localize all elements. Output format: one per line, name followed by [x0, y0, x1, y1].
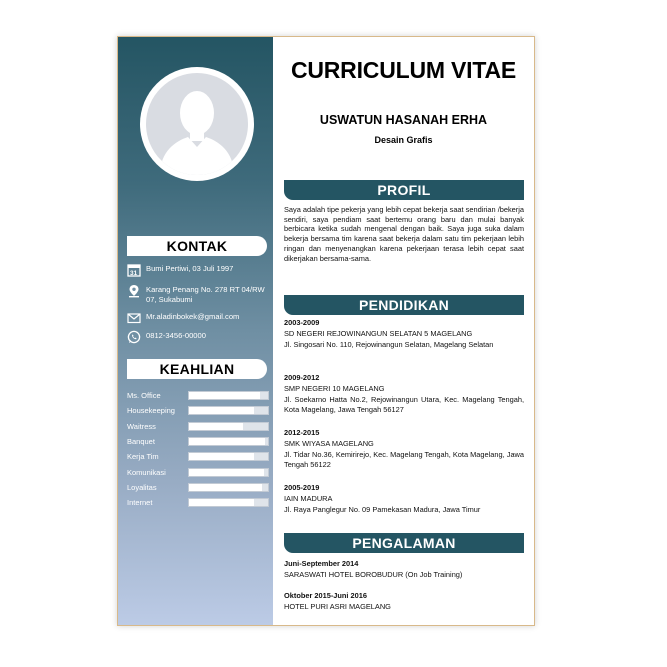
skill-bar — [188, 422, 269, 431]
svg-text:31: 31 — [130, 270, 138, 277]
skill-row — [127, 405, 272, 417]
skill-bar — [188, 406, 269, 415]
skill-bar-fill — [189, 453, 254, 460]
skill-label: Ms. Office — [127, 391, 161, 400]
skill-row — [127, 451, 272, 463]
profil-heading: PROFIL — [284, 180, 524, 200]
experience-place: HOTEL PURI ASRI MAGELANG — [284, 601, 391, 611]
skill-label: Banquet — [127, 436, 155, 446]
cv-title: CURRICULUM VITAE — [290, 57, 517, 83]
skill-label: Housekeeping — [127, 406, 175, 416]
person-name: USWATUN HASANAH ERHA — [319, 113, 488, 127]
education-school: SMK WIYASA MAGELANG — [284, 438, 374, 448]
skill-label: Kerja Tim — [127, 452, 159, 462]
education-address: Jl. Raya Panglegur No. 09 Pamekasan Madura, Jawa Timur — [284, 504, 481, 514]
profil-text: Saya adalah tipe pekerja yang lebih cepat bekerja saat sendirian /bekerja sendiri, saya pendiam saat bertemu orang baru dan mulai banyak berbicara ketika sudah mengenal dengan baik. Saya juga suka dalam bekerja bersama tim karena saat bekerja dalam satu tim pekerjaan lebih ringan dan menyenangkan karena pekerjaan terasa lebih cepat saat dikerjakan bersama-sama. — [284, 205, 524, 263]
skill-row — [127, 390, 272, 402]
skill-row — [127, 467, 272, 479]
skill-bar — [188, 483, 269, 492]
education-entry — [284, 373, 524, 416]
skill-bar — [188, 391, 269, 400]
experience-period: Juni-September 2014 — [284, 559, 359, 568]
skill-bar-fill — [189, 484, 262, 491]
person-silhouette-icon — [146, 73, 248, 175]
skill-label: Waitress — [127, 421, 156, 431]
experience-entry — [284, 591, 524, 613]
sidebar — [118, 37, 273, 625]
address-text: Karang Penang No. 278 RT 04/RW 07, Sukabumi — [146, 285, 265, 304]
education-school: IAIN MADURA — [284, 493, 333, 503]
experience-entry — [284, 559, 524, 581]
education-entry — [284, 483, 524, 515]
education-address: Jl. Tidar No.36, Kemirirejo, Kec. Magelang Tengah, Kota Magelang, Jawa Tengah 56122 — [284, 449, 524, 470]
education-address: Jl. Soekarno Hatta No.2, Rejowinangun Utara, Kec. Magelang Tengah, Kota Magelang, Jawa Tengah 56127 — [284, 394, 524, 415]
skill-label: Loyalitas — [127, 482, 157, 492]
education-address: Jl. Singosari No. 110, Rejowinangun Selatan, Magelang Selatan — [284, 339, 494, 349]
experience-period: Oktober 2015-Juni 2016 — [284, 591, 367, 600]
skill-bar-fill — [189, 469, 264, 476]
skill-row — [127, 482, 272, 494]
skill-bar-fill — [189, 499, 254, 506]
education-school: SD NEGERI REJOWINANGUN SELATAN 5 MAGELANG — [284, 328, 473, 338]
education-year: 2005-2019 — [284, 483, 320, 492]
skill-label: Internet — [127, 498, 153, 508]
education-year: 2009-2012 — [284, 373, 320, 382]
main-content — [273, 37, 534, 625]
education-school: SMP NEGERI 10 MAGELANG — [284, 383, 385, 393]
education-entry — [284, 428, 524, 471]
skill-bar — [188, 437, 269, 446]
skill-bar-fill — [189, 438, 265, 445]
whatsapp-icon — [127, 330, 141, 344]
skill-bar — [188, 498, 269, 507]
skill-row — [127, 436, 272, 448]
person-role: Desain Grafis — [374, 135, 433, 145]
birth-text: Bumi Pertiwi, 03 Juli 1997 — [146, 264, 234, 273]
profile-photo — [140, 67, 254, 181]
skill-bar — [188, 468, 269, 477]
skill-row — [127, 497, 272, 509]
skill-bar-fill — [189, 407, 254, 414]
cv-sheet — [117, 36, 535, 626]
location-pin-icon — [127, 284, 141, 298]
education-entry — [284, 318, 524, 350]
education-year: 2003-2009 — [284, 318, 320, 327]
envelope-icon — [127, 311, 141, 325]
phone-text: 0812-3456-00000 — [146, 331, 206, 340]
skill-bar-fill — [189, 392, 260, 399]
email-text[interactable]: Mr.aladinbokek@gmail.com — [146, 312, 240, 321]
experience-place: SARASWATI HOTEL BOROBUDUR (On Job Training) — [284, 569, 463, 579]
skill-row — [127, 421, 272, 433]
pengalaman-heading: PENGALAMAN — [284, 533, 524, 553]
calendar-icon — [127, 263, 141, 277]
pendidikan-heading: PENDIDIKAN — [284, 295, 524, 315]
skill-bar-fill — [189, 423, 243, 430]
education-year: 2012-2015 — [284, 428, 320, 437]
skill-bar — [188, 452, 269, 461]
keahlian-heading: KEAHLIAN — [127, 359, 267, 379]
skill-label: Komunikasi — [127, 467, 166, 477]
kontak-heading: KONTAK — [127, 236, 267, 256]
